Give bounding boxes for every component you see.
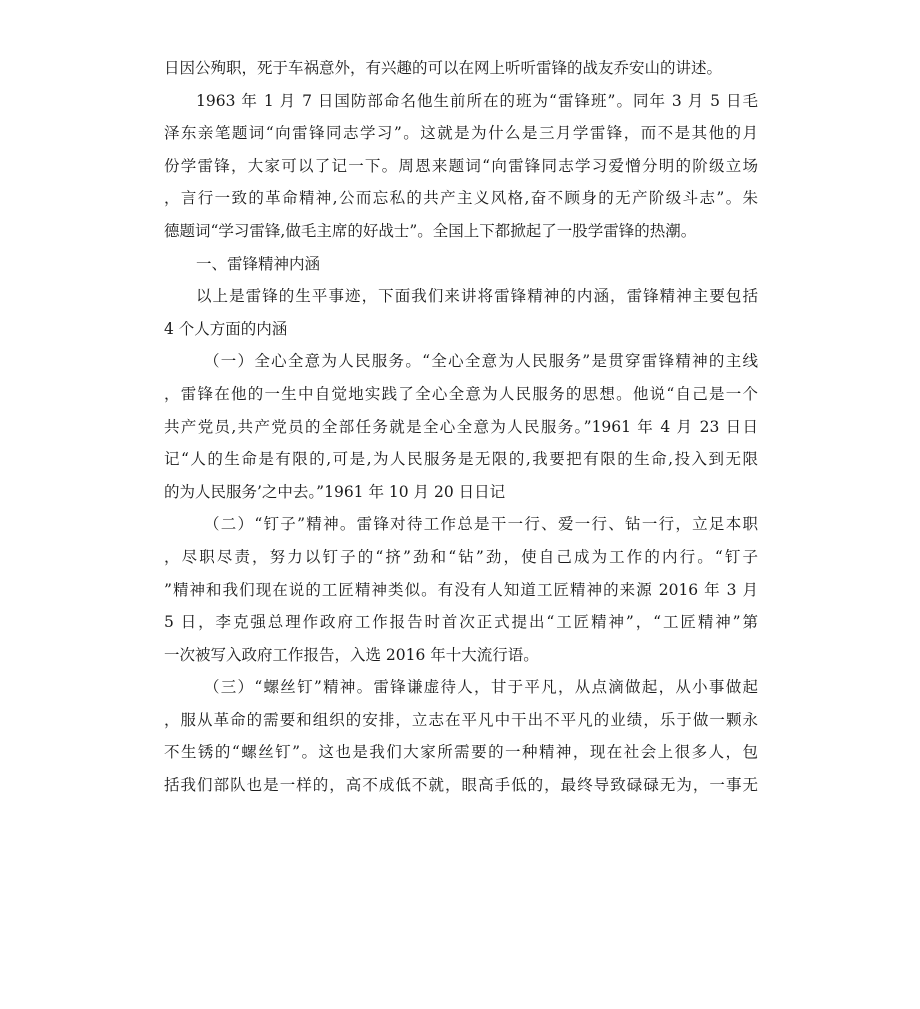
text-line: 1963 年 1 月 7 日国防部命名他生前所在的班为“雷锋班”。同年 3 月 5 日毛: [196, 91, 758, 110]
text-line: ，言行一致的革命精神,公而忘私的共产主义风格,奋不顾身的无产阶级斗志”。朱: [164, 189, 758, 208]
text-line: 5 日，李克强总理作政府工作报告时首次正式提出“工匠精神”，“工匠精神”第: [164, 613, 758, 632]
text-line: （一）全心全意为人民服务。“全心全意为人民服务”是贯穿雷锋精神的主线: [204, 352, 758, 371]
text-line: 泽东亲笔题词“向雷锋同志学习”。这就是为什么是三月学雷锋，而不是其他的月: [164, 124, 758, 143]
text-line: ，雷锋在他的一生中自觉地实践了全心全意为人民服务的思想。他说“自己是一个: [164, 384, 758, 403]
text-line: ”精神和我们现在说的工匠精神类似。有没有人知道工匠精神的来源 2016 年 3 月: [164, 580, 758, 599]
text-line: ，尽职尽责，努力以钉子的“挤”劲和“钻”劲，使自己成为工作的内行。“钉子: [164, 547, 758, 566]
text-line: 日因公殉职，死于车祸意外，有兴趣的可以在网上听听雷锋的战友乔安山的讲述。: [164, 59, 723, 77]
text-line: 的为人民服务’之中去。”1961 年 10 月 20 日日记: [164, 482, 506, 501]
text-line: 括我们部队也是一样的，高不成低不就，眼高手低的，最终导致碌碌无为，一事无: [164, 776, 758, 795]
text-line: 份学雷锋，大家可以了记一下。周恩来题词“向雷锋同志学习爱憎分明的阶级立场: [164, 156, 758, 175]
text-line: 以上是雷锋的生平事迹，下面我们来讲将雷锋精神的内涵，雷锋精神主要包括: [196, 287, 758, 306]
text-line: （三）“螺丝钉”精神。雷锋谦虚待人，甘于平凡，从点滴做起，从小事做起: [204, 678, 758, 697]
text-line: 一次被写入政府工作报告，入选 2016 年十大流行语。: [164, 645, 539, 664]
text-line: 一、雷锋精神内涵: [196, 254, 321, 273]
text-line: 记“人的生命是有限的,可是,为人民服务是无限的,我要把有限的生命,投入到无限: [164, 450, 758, 469]
text-line: ，服从革命的需要和组织的安排，立志在平凡中干出不平凡的业绩，乐于做一颗永: [164, 710, 758, 729]
text-line: 不生锈的“螺丝钉”。这也是我们大家所需要的一种精神，现在社会上很多人，包: [164, 743, 758, 762]
text-line: 共产党员,共产党员的全部任务就是全心全意为人民服务。”1961 年 4 月 23 日日: [164, 417, 758, 436]
text-line: 德题词“学习雷锋,做毛主席的好战士”。全国上下都掀起了一股学雷锋的热潮。: [164, 221, 697, 240]
text-line: （二）“钉子”精神。雷锋对待工作总是干一行、爱一行、钻一行，立足本职: [204, 515, 758, 534]
text-line: 4 个人方面的内涵: [164, 319, 288, 338]
document-page: [164, 52, 758, 802]
